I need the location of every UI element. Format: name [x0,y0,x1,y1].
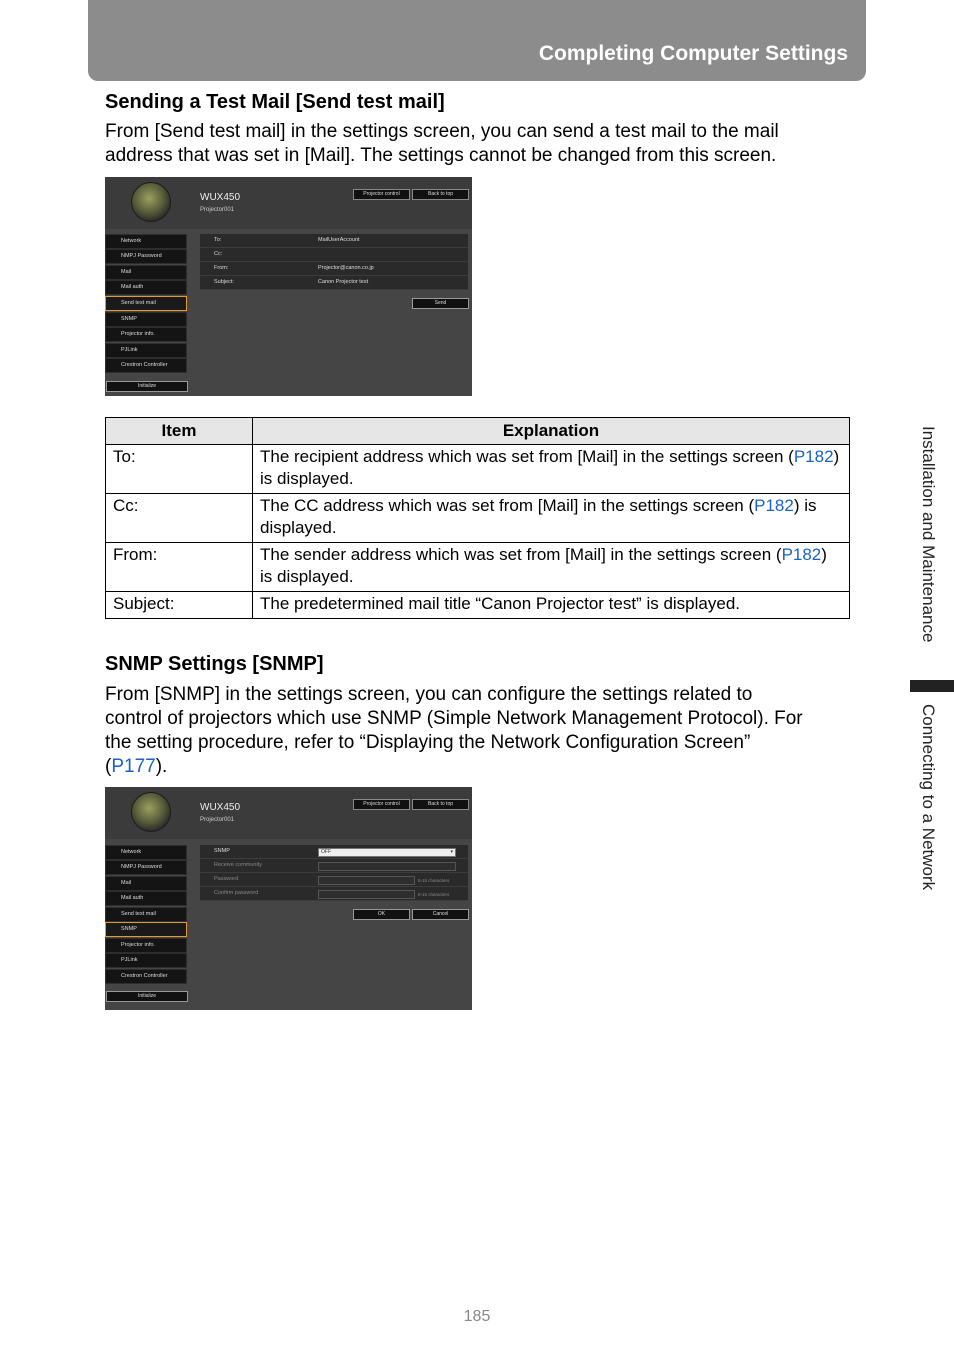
menu-item-network[interactable] [105,234,187,249]
field-label: Cc: [214,251,223,257]
page-link[interactable]: P182 [793,447,834,466]
model-name: WUX450 [200,192,241,203]
explanation-text: The recipient address which was set from [Mail] in the settings screen ( [260,447,794,466]
menu-item-label: Crestron Controller [121,973,168,979]
menu-item-label: Mail auth [121,895,144,901]
send-button[interactable]: Send [412,298,469,309]
menu-item-label: Send test mail [121,911,156,917]
menu-item-label: PJLink [121,347,138,353]
menu-item-label: PJLink [121,957,138,963]
menu-item-label: SNMP [121,926,137,932]
header-title: Completing Computer Settings [538,42,848,65]
send-test-mail-screenshot [105,177,472,396]
page-number: 185 [463,1308,491,1325]
explanation-text: The sender address which was set from [Mail] in the settings screen ( [260,545,782,564]
field-value: Projector@canon.co.jp [318,265,374,271]
section-heading-snmp: SNMP Settings [SNMP] [105,653,324,675]
menu-item-pjlink[interactable] [105,953,187,968]
explanation-text: ) is displayed. [260,496,817,537]
snmp-select-value: OFF [321,849,331,855]
table-row [106,445,850,494]
projector-control-button[interactable]: Projector control [353,799,410,810]
field-label: Subject: [214,279,234,285]
explanation-text: The predetermined mail title “Canon Projector test” is displayed. [260,594,740,613]
explanation-cell [253,494,850,543]
page-link[interactable]: P182 [781,545,822,564]
menu-item-nmpj-password[interactable] [105,249,187,264]
column-header: Explanation [253,418,850,445]
paragraph-text: ( [105,756,112,777]
page-link[interactable]: P177 [111,756,156,777]
paragraph-line [105,755,855,779]
menu-item-crestron-controller[interactable] [105,969,187,984]
menu-item-label: Crestron Controller [121,362,168,368]
explanation-table [105,417,850,619]
initialize-button[interactable]: Initialize [106,381,188,392]
projector-logo-icon [131,182,171,222]
menu-item-mail[interactable] [105,876,187,891]
menu-item-send-test-mail[interactable] [105,907,187,922]
menu-item-label: NMPJ Password [121,253,162,259]
menu-item-mail[interactable] [105,265,187,280]
table-row [106,543,850,592]
table-header-row [106,418,850,445]
paragraph-text: ). [155,756,168,777]
menu-item-label: Mail [121,880,132,886]
explanation-cell [253,543,850,592]
menu-item-pjlink[interactable] [105,343,187,358]
projector-name: Projector001 [200,207,235,213]
form-row-subject [200,276,468,290]
menu-item-label: Mail [121,269,132,275]
menu-item-label: SNMP [121,316,137,322]
paragraph-line: control of projectors which use SNMP (Simple Network Management Protocol). For [105,708,803,729]
password-hint: 8-15 characters [418,878,450,883]
field-value: MailUserAccount [318,237,360,243]
field-label: Receive community [214,862,262,868]
menu-item-crestron-controller[interactable] [105,358,187,373]
side-tab-section[interactable]: Connecting to a Network [919,704,938,891]
paragraph-line: address that was set in [Mail]. The settings cannot be changed from this screen. [105,145,777,166]
menu-item-send-test-mail[interactable] [105,296,187,311]
back-to-top-button[interactable]: Back to top [412,799,469,810]
menu-item-nmpj-password[interactable] [105,860,187,875]
page-header [88,0,866,81]
section-heading-send-test-mail: Sending a Test Mail [Send test mail] [105,91,445,113]
receive-community-input[interactable] [318,862,456,871]
model-name: WUX450 [200,802,241,813]
menu-item-label: Network [121,238,142,244]
projector-name: Projector001 [200,817,235,823]
form-row-to [200,234,468,248]
menu-item-mail-auth[interactable] [105,280,187,295]
projector-control-button[interactable]: Projector control [353,189,410,200]
explanation-text: The CC address which was set from [Mail] in the settings screen ( [260,496,755,515]
menu-item-label: NMPJ Password [121,864,162,870]
cancel-button[interactable]: Cancel [412,909,469,920]
menu-item-projector-info[interactable] [105,938,187,953]
back-to-top-button[interactable]: Back to top [412,189,469,200]
mail-form [200,234,468,290]
snmp-select[interactable] [318,848,456,857]
column-header: Item [106,418,253,445]
field-label: Password [214,876,239,882]
menu-item-label: Send test mail [121,300,156,306]
explanation-text: ) is displayed. [260,545,827,586]
field-label: From: [214,265,229,271]
explanation-cell [253,445,850,494]
menu-item-network[interactable] [105,845,187,860]
projector-logo-icon [131,792,171,832]
table-row [106,494,850,543]
side-tab-marker [910,680,954,692]
paragraph-line: From [SNMP] in the settings screen, you can configure the settings related to [105,684,753,705]
field-label: Confirm password [214,890,259,896]
initialize-button[interactable]: Initialize [106,991,188,1002]
field-label: To: [214,237,222,243]
item-cell: From: [106,543,253,592]
side-tab-chapter[interactable]: Installation and Maintenance [919,426,938,643]
item-cell: To: [106,445,253,494]
explanation-cell [253,592,850,619]
field-value: Canon Projector test [318,279,369,285]
menu-item-label: Projector info. [121,942,155,948]
explanation-text: ) is displayed. [260,447,840,488]
menu-item-label: Mail auth [121,284,144,290]
menu-item-label: Projector info. [121,331,155,337]
snmp-screenshot [105,787,472,1010]
item-cell: Cc: [106,494,253,543]
menu-item-mail-auth[interactable] [105,891,187,906]
field-label: SNMP [214,848,230,854]
form-row-from [200,262,468,276]
ok-button[interactable]: OK [353,909,410,920]
chevron-down-icon: ▾ [450,849,453,855]
menu-item-snmp[interactable] [105,312,187,327]
paragraph-line: From [Send test mail] in the settings screen, you can send a test mail to the mail [105,121,779,142]
menu-item-projector-info[interactable] [105,327,187,342]
menu-item-label: Network [121,849,142,855]
paragraph-line: the setting procedure, refer to “Displaying the Network Configuration Screen” [105,732,751,753]
table-row [106,592,850,619]
confirm-password-input[interactable] [318,890,415,899]
page-link[interactable]: P182 [754,496,794,515]
confirm-password-hint: 8-15 characters [418,892,450,897]
password-input[interactable] [318,876,415,885]
form-row-cc [200,248,468,262]
item-cell: Subject: [106,592,253,619]
section-paragraph [105,120,855,168]
menu-item-snmp[interactable] [105,922,187,937]
section-paragraph [105,683,855,779]
